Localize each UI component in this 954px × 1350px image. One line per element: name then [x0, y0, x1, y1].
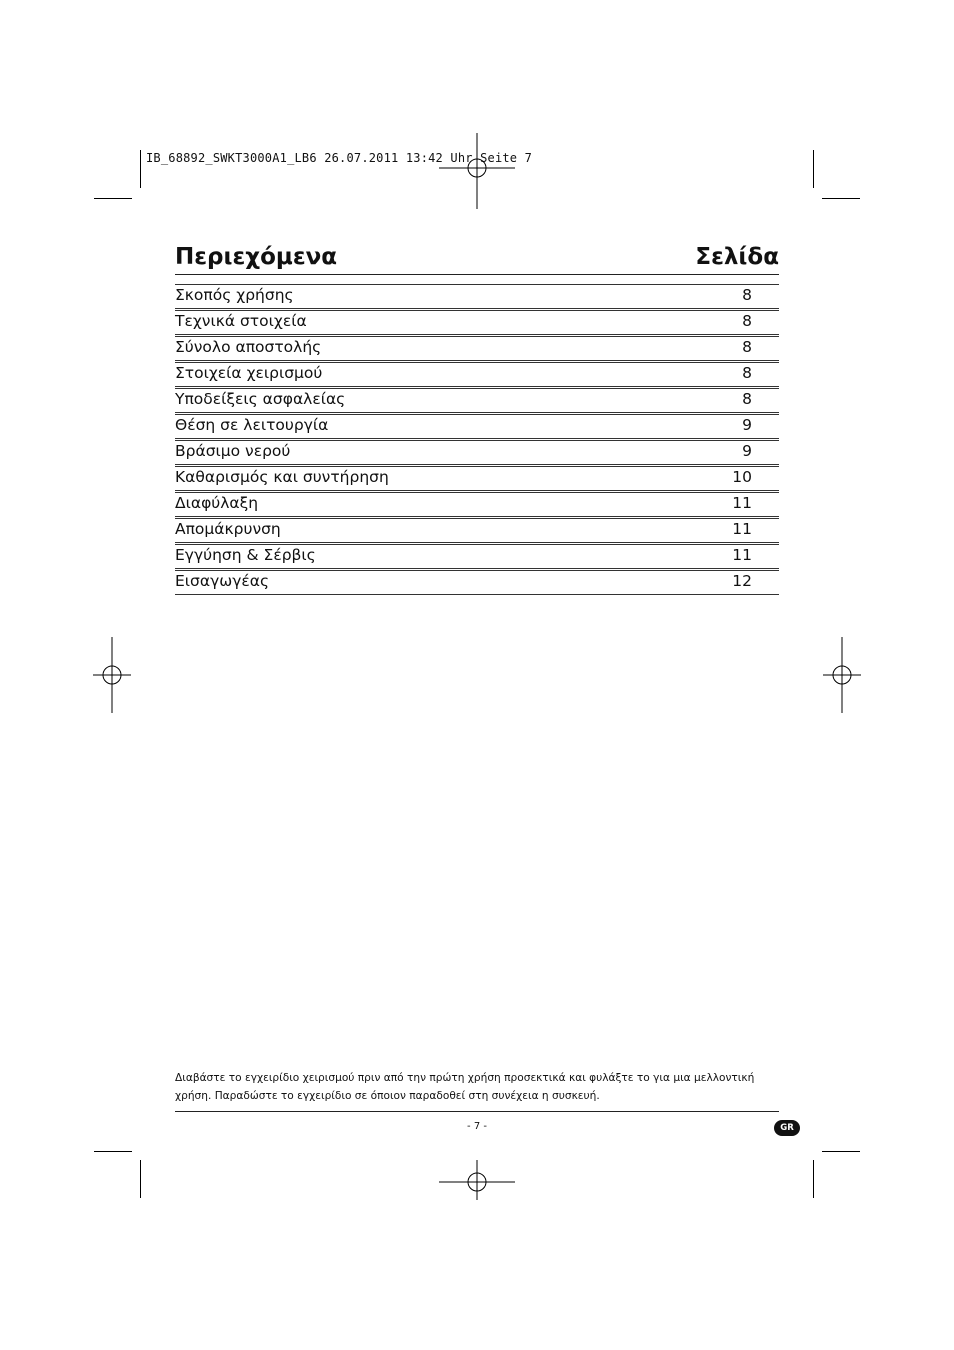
toc-row[interactable] [175, 492, 779, 517]
toc-entry-page: 12 [732, 572, 752, 590]
toc-row[interactable] [175, 362, 779, 387]
crop-mark-bottom-left-v [140, 1160, 141, 1198]
toc-entry-page: 9 [742, 416, 752, 434]
toc-row[interactable] [175, 466, 779, 491]
toc-entry-page: 8 [742, 364, 752, 382]
toc-row[interactable] [175, 336, 779, 361]
toc-entry-page: 11 [732, 494, 752, 512]
toc-entry-page: 8 [742, 338, 752, 356]
heading-rule [175, 274, 779, 275]
crop-mark-bottom-right-h [822, 1151, 860, 1152]
toc-entry-title: Εισαγωγέας [175, 572, 270, 590]
registration-mark-left [93, 637, 169, 713]
toc-row[interactable] [175, 544, 779, 569]
crop-mark-top-left-v [140, 150, 141, 188]
toc-entry-title: Τεχνικά στοιχεία [175, 312, 307, 330]
language-badge: GR [774, 1120, 800, 1136]
registration-mark-right [823, 637, 899, 713]
toc-entry-page: 11 [732, 520, 752, 538]
toc-list [175, 284, 779, 596]
toc-entry-title: Διαφύλαξη [175, 494, 259, 512]
toc-entry-title: Σκοπός χρήσης [175, 286, 294, 304]
toc-row[interactable] [175, 284, 779, 309]
toc-entry-title: Υποδείξεις ασφαλείας [175, 390, 346, 408]
crop-mark-bottom-right-v [813, 1160, 814, 1198]
crop-mark-bottom-left-h [94, 1151, 132, 1152]
toc-row[interactable] [175, 440, 779, 465]
toc-row[interactable] [175, 388, 779, 413]
footer-rule [175, 1111, 779, 1112]
toc-entry-title: Θέση σε λειτουργία [175, 416, 329, 434]
toc-entry-page: 11 [732, 546, 752, 564]
manual-note-line-1: Διαβάστε το εγχειρίδιο χειρισμού πριν από την πρώτη χρήση προσεκτικά και φυλάξτε το για μια μελλοντική [175, 1072, 755, 1084]
toc-entry-page: 8 [742, 286, 752, 304]
toc-entry-title: Απομάκρυνση [175, 520, 281, 538]
toc-row[interactable] [175, 518, 779, 543]
registration-mark-top [439, 133, 515, 209]
toc-row[interactable] [175, 310, 779, 335]
print-header: IB_68892_SWKT3000A1_LB6 26.07.2011 13:42 Uhr Seite 7 [146, 151, 533, 165]
toc-row[interactable] [175, 570, 779, 595]
toc-entry-title: Εγγύηση & Σέρβις [175, 546, 316, 564]
crop-mark-top-left-h [94, 198, 132, 199]
crop-mark-top-right-v [813, 150, 814, 188]
crop-mark-top-right-h [822, 198, 860, 199]
registration-mark-bottom [439, 1144, 515, 1220]
toc-entry-title: Σύνολο αποστολής [175, 338, 322, 356]
manual-note [175, 1069, 779, 1105]
page-number: - 7 - [467, 1121, 487, 1132]
toc-page-heading: Σελίδα [695, 244, 779, 270]
toc-entry-title: Βράσιμο νερού [175, 442, 291, 460]
toc-entry-page: 10 [732, 468, 752, 486]
toc-entry-title: Στοιχεία χειρισμού [175, 364, 323, 382]
toc-entry-title: Καθαρισμός και συντήρηση [175, 468, 389, 486]
manual-note-line-2: χρήση. Παραδώστε το εγχειρίδιο σε όποιον παραδοθεί στη συνέχεια η συσκευή. [175, 1090, 600, 1102]
toc-entry-page: 8 [742, 390, 752, 408]
toc-heading [175, 244, 779, 276]
toc-entry-page: 9 [742, 442, 752, 460]
toc-title: Περιεχόμενα [175, 244, 338, 270]
toc-row[interactable] [175, 414, 779, 439]
toc-entry-page: 8 [742, 312, 752, 330]
